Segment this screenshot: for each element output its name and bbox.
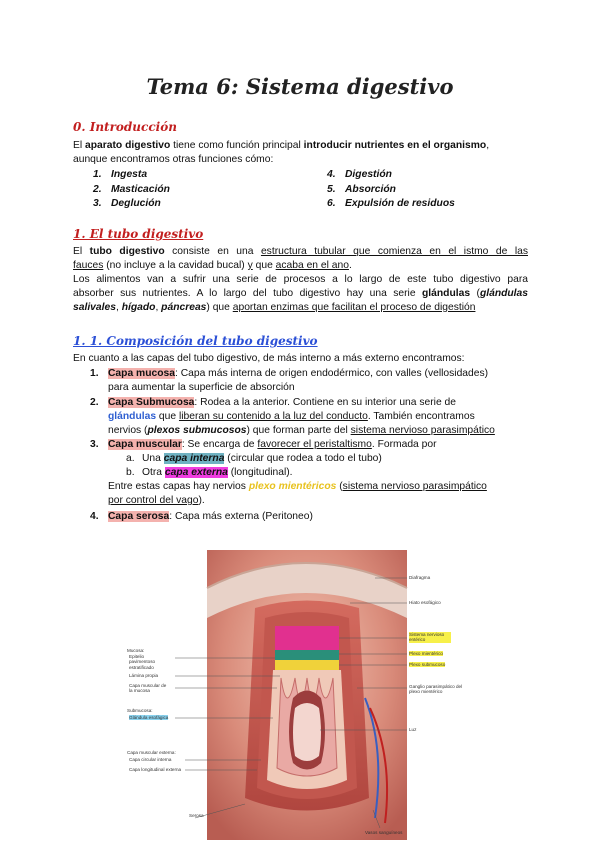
list-item-submucosa: 2. Capa Submucosa: Rodea a la anterior. Contiene en su interior una serie de	[90, 397, 456, 408]
line: Los alimentos van a sufrir una serie de procesos a lo largo de este tubo digestivo para	[73, 274, 528, 285]
label-hiato: Hiato esofágico	[409, 600, 441, 605]
label-serosa: Serosa	[189, 813, 204, 818]
line: por control del vago).	[108, 495, 205, 506]
list-item: 5. Absorción	[327, 183, 396, 195]
label-vasos: Vasos sanguíneos	[365, 830, 403, 835]
label-submucosa: Submucosa:	[127, 708, 153, 713]
heading-introduccion: 0. Introducción	[73, 120, 177, 134]
composicion-intro: En cuanto a las capas del tubo digestivo, de más interno a más externo encontramos:	[73, 353, 465, 364]
functions-list-left	[93, 168, 170, 212]
list-item: 2. Masticación	[93, 183, 170, 195]
label-plexo-submucoso: Plexo submucoso	[409, 662, 446, 667]
label-glandula: Glándula esofágica	[129, 715, 169, 720]
text-bold: introducir nutrientes en el organismo	[303, 140, 487, 151]
label-mucosa: Mucosa:	[127, 648, 145, 653]
heading-composicion: 1. 1. Composición del tubo digestivo	[73, 334, 318, 348]
text-bold: aparato digestivo	[85, 140, 171, 151]
line: fauces (no incluye a la cavidad bucal) y que acaba en el ano.	[73, 260, 352, 271]
text: tiene como función principal	[170, 140, 304, 151]
line: salivales, hígado, páncreas) que aportan enzimas que facilitan el proceso de digestión	[73, 302, 476, 313]
line: glándulas que liberan su contenido a la luz del conducto. También encontramos	[108, 411, 475, 422]
label-luz: Luz	[409, 727, 417, 732]
list-item: 4. Digestión	[327, 169, 392, 180]
sublist-item-b: b. Otra capa externa (longitudinal).	[126, 467, 293, 478]
intro-paragraph	[73, 139, 533, 167]
line: El tubo digestivo consiste en una estructura tubular que comienza en el istmo de las	[73, 246, 528, 257]
label-circular: Capa circular interna	[129, 757, 172, 762]
text: aunque encontramos otras funciones cómo:	[73, 154, 274, 165]
label-ganglio: Ganglio parasimpático del plexo mientérico	[409, 684, 463, 695]
heading-tubo-digestivo: 1. El tubo digestivo	[73, 227, 204, 241]
label-diafragma: Diafragma	[409, 575, 431, 580]
functions-list-right	[327, 168, 455, 212]
list-item: 3. Deglución	[93, 198, 161, 209]
tubo-paragraph	[73, 245, 528, 315]
sublist-item-a: a. Una capa interna (circular que rodea a todo el tubo)	[126, 453, 382, 464]
list-item-muscular: 3. Capa muscular: Se encarga de favorecer el peristaltismo. Formada por	[90, 439, 437, 450]
text: El	[73, 140, 86, 151]
label-lamina: Lámina propia	[129, 673, 159, 678]
layers-list	[90, 367, 530, 524]
text: ,	[486, 140, 490, 151]
list-item-serosa: 4. Capa serosa: Capa más externa (Peritoneo)	[90, 511, 313, 522]
list-item-mucosa: 1. Capa mucosa: Capa más interna de origen endodérmico, con valles (vellosidades)	[90, 368, 489, 379]
line: absorber sus nutrientes. A lo largo del tubo digestivo hay una serie glándulas (glándulas	[73, 288, 528, 299]
label-capa-muscular-externa: Capa muscular externa:	[127, 750, 176, 755]
label-epitelio: Epitelio pavimentoso estratificado	[129, 654, 156, 670]
label-sistema-nervioso: Sistema nervioso entérico	[409, 632, 451, 643]
line: nervios (plexos submucosos) que forman parte del sistema nervioso parasimpático	[108, 425, 495, 436]
line: Entre estas capas hay nervios plexo mientéricos (sistema nervioso parasimpático	[108, 481, 487, 492]
page-title: Tema 6: Sistema digestivo	[146, 74, 454, 99]
label-plexo-mienterico: Plexo mientérico	[409, 651, 443, 656]
label-longitudinal: Capa longitudinal externa	[129, 767, 182, 772]
list-item: 1. Ingesta	[93, 169, 148, 180]
esophagus-figure	[125, 548, 485, 846]
label-capa-muscular-mucosa: Capa muscular de la mucosa	[129, 683, 167, 694]
list-item: 6. Expulsión de residuos	[327, 198, 455, 209]
line: para aumentar la superficie de absorción	[108, 382, 295, 393]
esophagus-illustration	[125, 548, 485, 846]
